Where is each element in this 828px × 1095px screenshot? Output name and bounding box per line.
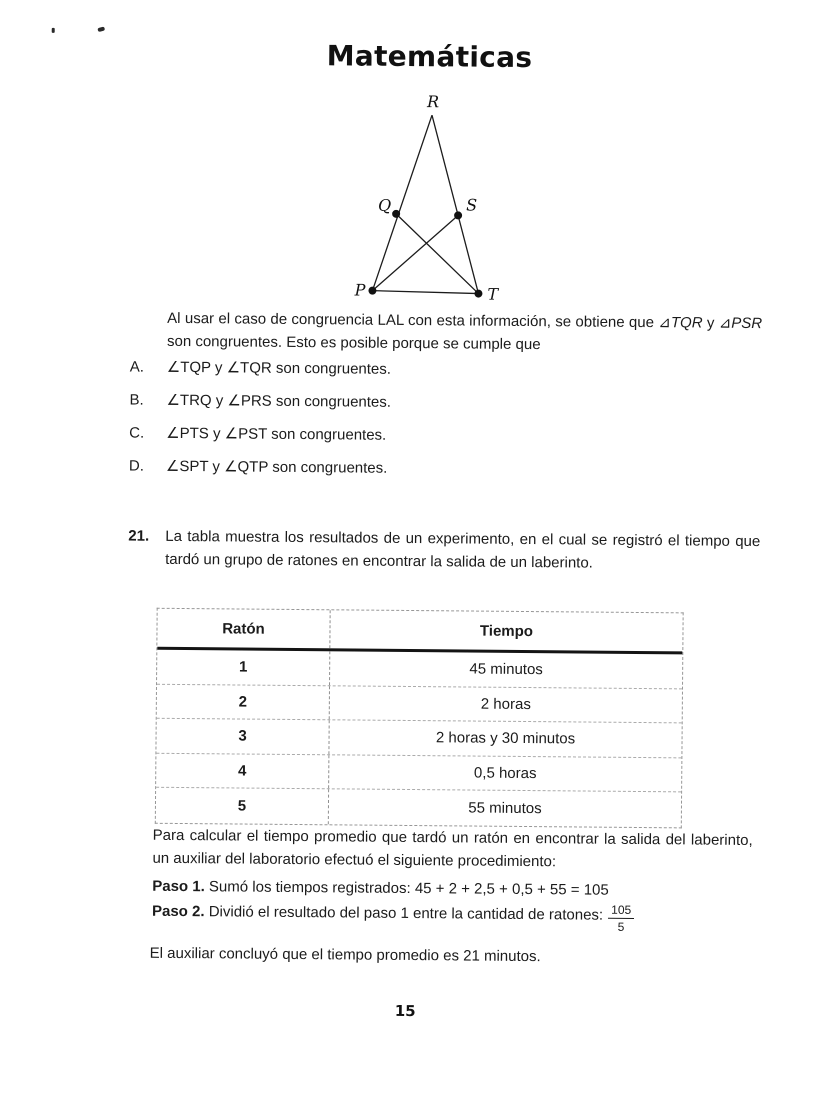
point-T: [474, 290, 482, 298]
vertex-label-T: T: [487, 284, 499, 304]
table-row: [156, 753, 681, 792]
intro-text: Al usar el caso de congruencia LAL con esta información, se obtiene que: [167, 309, 659, 332]
option-b: [129, 391, 391, 413]
paso-2: [152, 900, 634, 933]
procedure-paragraph: Para calcular el tiempo promedio que tardó un ratón en encontrar la salida del laberinto, un auxiliar del laboratorio efectuó el siguiente procedimiento:: [152, 826, 753, 870]
fraction-numerator: 105: [608, 904, 634, 919]
paso-1-text: Sumó los tiempos registrados: 45 + 2 + 2,5 + 0,5 + 55 = 105: [204, 878, 609, 899]
tiempo-cell: 0,5 horas: [473, 764, 537, 782]
vertex-label-S: S: [466, 195, 478, 215]
table-row: [156, 719, 681, 758]
tiempo-cell: 45 minutos: [469, 660, 543, 679]
option-text: ∠TQP y ∠TQR son congruentes.: [166, 358, 392, 378]
segment-PT: [372, 291, 478, 294]
point-Q: [392, 210, 400, 218]
option-d: [129, 457, 391, 479]
table-row: [157, 650, 682, 689]
scan-speck: [97, 26, 105, 32]
segment-QT: [395, 214, 479, 294]
option-a: [130, 358, 392, 380]
question-text: La tabla muestra los resultados de un experimento, en el cual se registró el tiempo que tardó un grupo de ratones en encontrar la salida de un laberinto.: [165, 527, 761, 572]
point-S: [454, 211, 462, 219]
option-c: [129, 424, 391, 446]
raton-cell: 3: [156, 719, 329, 754]
scan-speck: [52, 28, 55, 33]
question-21: [128, 526, 760, 577]
fraction-denominator: 5: [617, 919, 625, 934]
point-P: [368, 287, 376, 295]
vertex-label-P: P: [354, 280, 366, 300]
option-letter: B.: [129, 391, 144, 409]
results-table: [155, 608, 684, 828]
paso-2-text: Dividió el resultado del paso 1 entre la cantidad de ratones:: [204, 903, 604, 924]
question-intro: [167, 308, 762, 358]
option-letter: A.: [129, 358, 145, 376]
raton-cell: 5: [156, 788, 329, 824]
tiempo-cell: 55 minutos: [468, 799, 542, 817]
tiempo-cell: 2 horas: [480, 695, 531, 713]
answer-options: [129, 358, 392, 492]
raton-cell: 1: [157, 650, 330, 685]
column-header-raton: Ratón: [157, 609, 330, 649]
paso-1-label: Paso 1.: [152, 877, 205, 896]
fraction-105-5: [608, 904, 634, 933]
question-number: 21.: [128, 527, 150, 545]
tiempo-cell: 2 horas y 30 minutos: [435, 729, 576, 748]
option-text: ∠TRQ y ∠PRS son congruentes.: [166, 391, 392, 411]
raton-cell: 4: [156, 753, 329, 788]
table-row: [157, 684, 682, 723]
paso-1: [152, 876, 609, 902]
page-title: Matemáticas: [326, 39, 533, 75]
vertex-label-R: R: [427, 92, 440, 112]
table-header-row: [157, 609, 682, 655]
conclusion-text: El auxiliar concluyó que el tiempo promedio es 21 minutos.: [149, 944, 541, 966]
intro-text: y: [702, 314, 719, 332]
triangle-name-PSR: ⊿PSR: [718, 314, 763, 333]
option-letter: D.: [128, 457, 144, 475]
triangle-name-TQR: ⊿TQR: [658, 314, 703, 332]
option-text: ∠PTS y ∠PST son congruentes.: [166, 424, 387, 444]
intro-text: son congruentes. Esto es posible porque se cumple que: [166, 332, 541, 353]
table-row: [156, 788, 681, 827]
option-letter: C.: [129, 424, 145, 442]
triangle-figure: [327, 85, 559, 309]
page-number: 15: [394, 1001, 416, 1021]
column-header-tiempo: Tiempo: [479, 622, 534, 640]
paso-2-label: Paso 2.: [151, 902, 205, 921]
raton-cell: 2: [157, 684, 330, 719]
vertex-label-Q: Q: [378, 195, 392, 215]
option-text: ∠SPT y ∠QTP son congruentes.: [165, 457, 388, 477]
